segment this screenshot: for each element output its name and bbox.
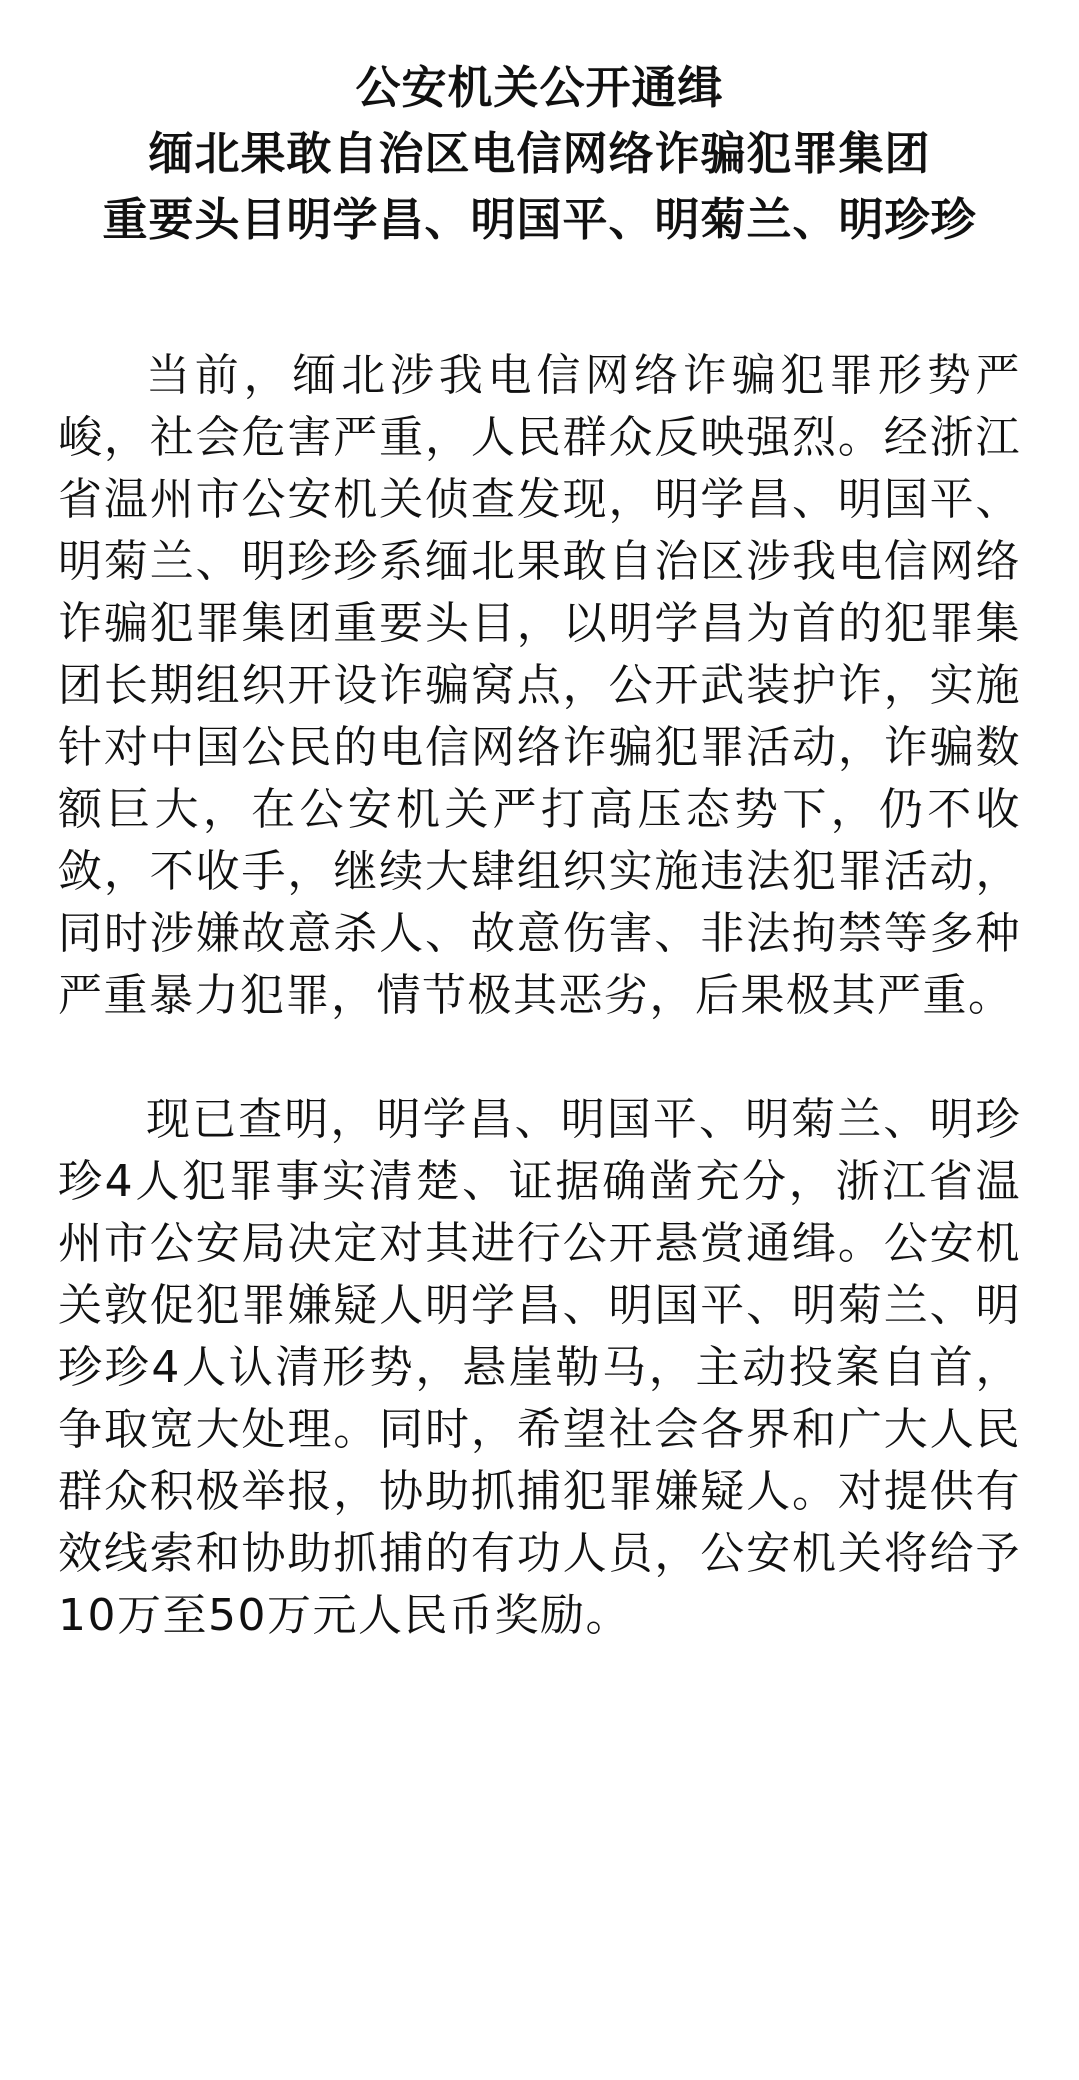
notice-title (58, 55, 1021, 253)
notice-title-line-3: 重要头目明学昌、明国平、明菊兰、明珍珍 (102, 193, 977, 246)
notice-paragraph-situation: 当前，缅北涉我电信网络诈骗犯罪形势严峻，社会危害严重，人民群众反映强烈。经浙江省温州市公安机关侦查发现，明学昌、明国平、明菊兰、明珍珍系缅北果敢自治区涉我电信网络诈骗犯罪集团重要头目，以明学昌为首的犯罪集团长期组织开设诈骗窝点，公开武装护诈，实施针对中国公民的电信网络诈骗犯罪活动，诈骗数额巨大，在公安机关严打高压态势下，仍不收敛，不收手，继续大肆组织实施违法犯罪活动，同时涉嫌故意杀人、故意伤害、非法拘禁等多种严重暴力犯罪，情节极其恶劣，后果极其严重。 (58, 350, 1021, 1021)
notice-paragraph-reward: 现已查明，明学昌、明国平、明菊兰、明珍珍4人犯罪事实清楚、证据确凿充分，浙江省温州市公安局决定对其进行公开悬赏通缉。公安机关敦促犯罪嫌疑人明学昌、明国平、明菊兰、明珍珍4人认清形势，悬崖勒马，主动投案自首，争取宽大处理。同时，希望社会各界和广大人民群众积极举报，协助抓捕犯罪嫌疑人。对提供有效线索和协助抓捕的有功人员，公安机关将给予10万至50万元人民币奖励。 (58, 1094, 1021, 1641)
notice-body (58, 345, 1021, 1647)
notice-title-line-2: 缅北果敢自治区电信网络诈骗犯罪集团 (148, 127, 931, 180)
notice-title-line-1: 公安机关公开通缉 (355, 61, 724, 114)
